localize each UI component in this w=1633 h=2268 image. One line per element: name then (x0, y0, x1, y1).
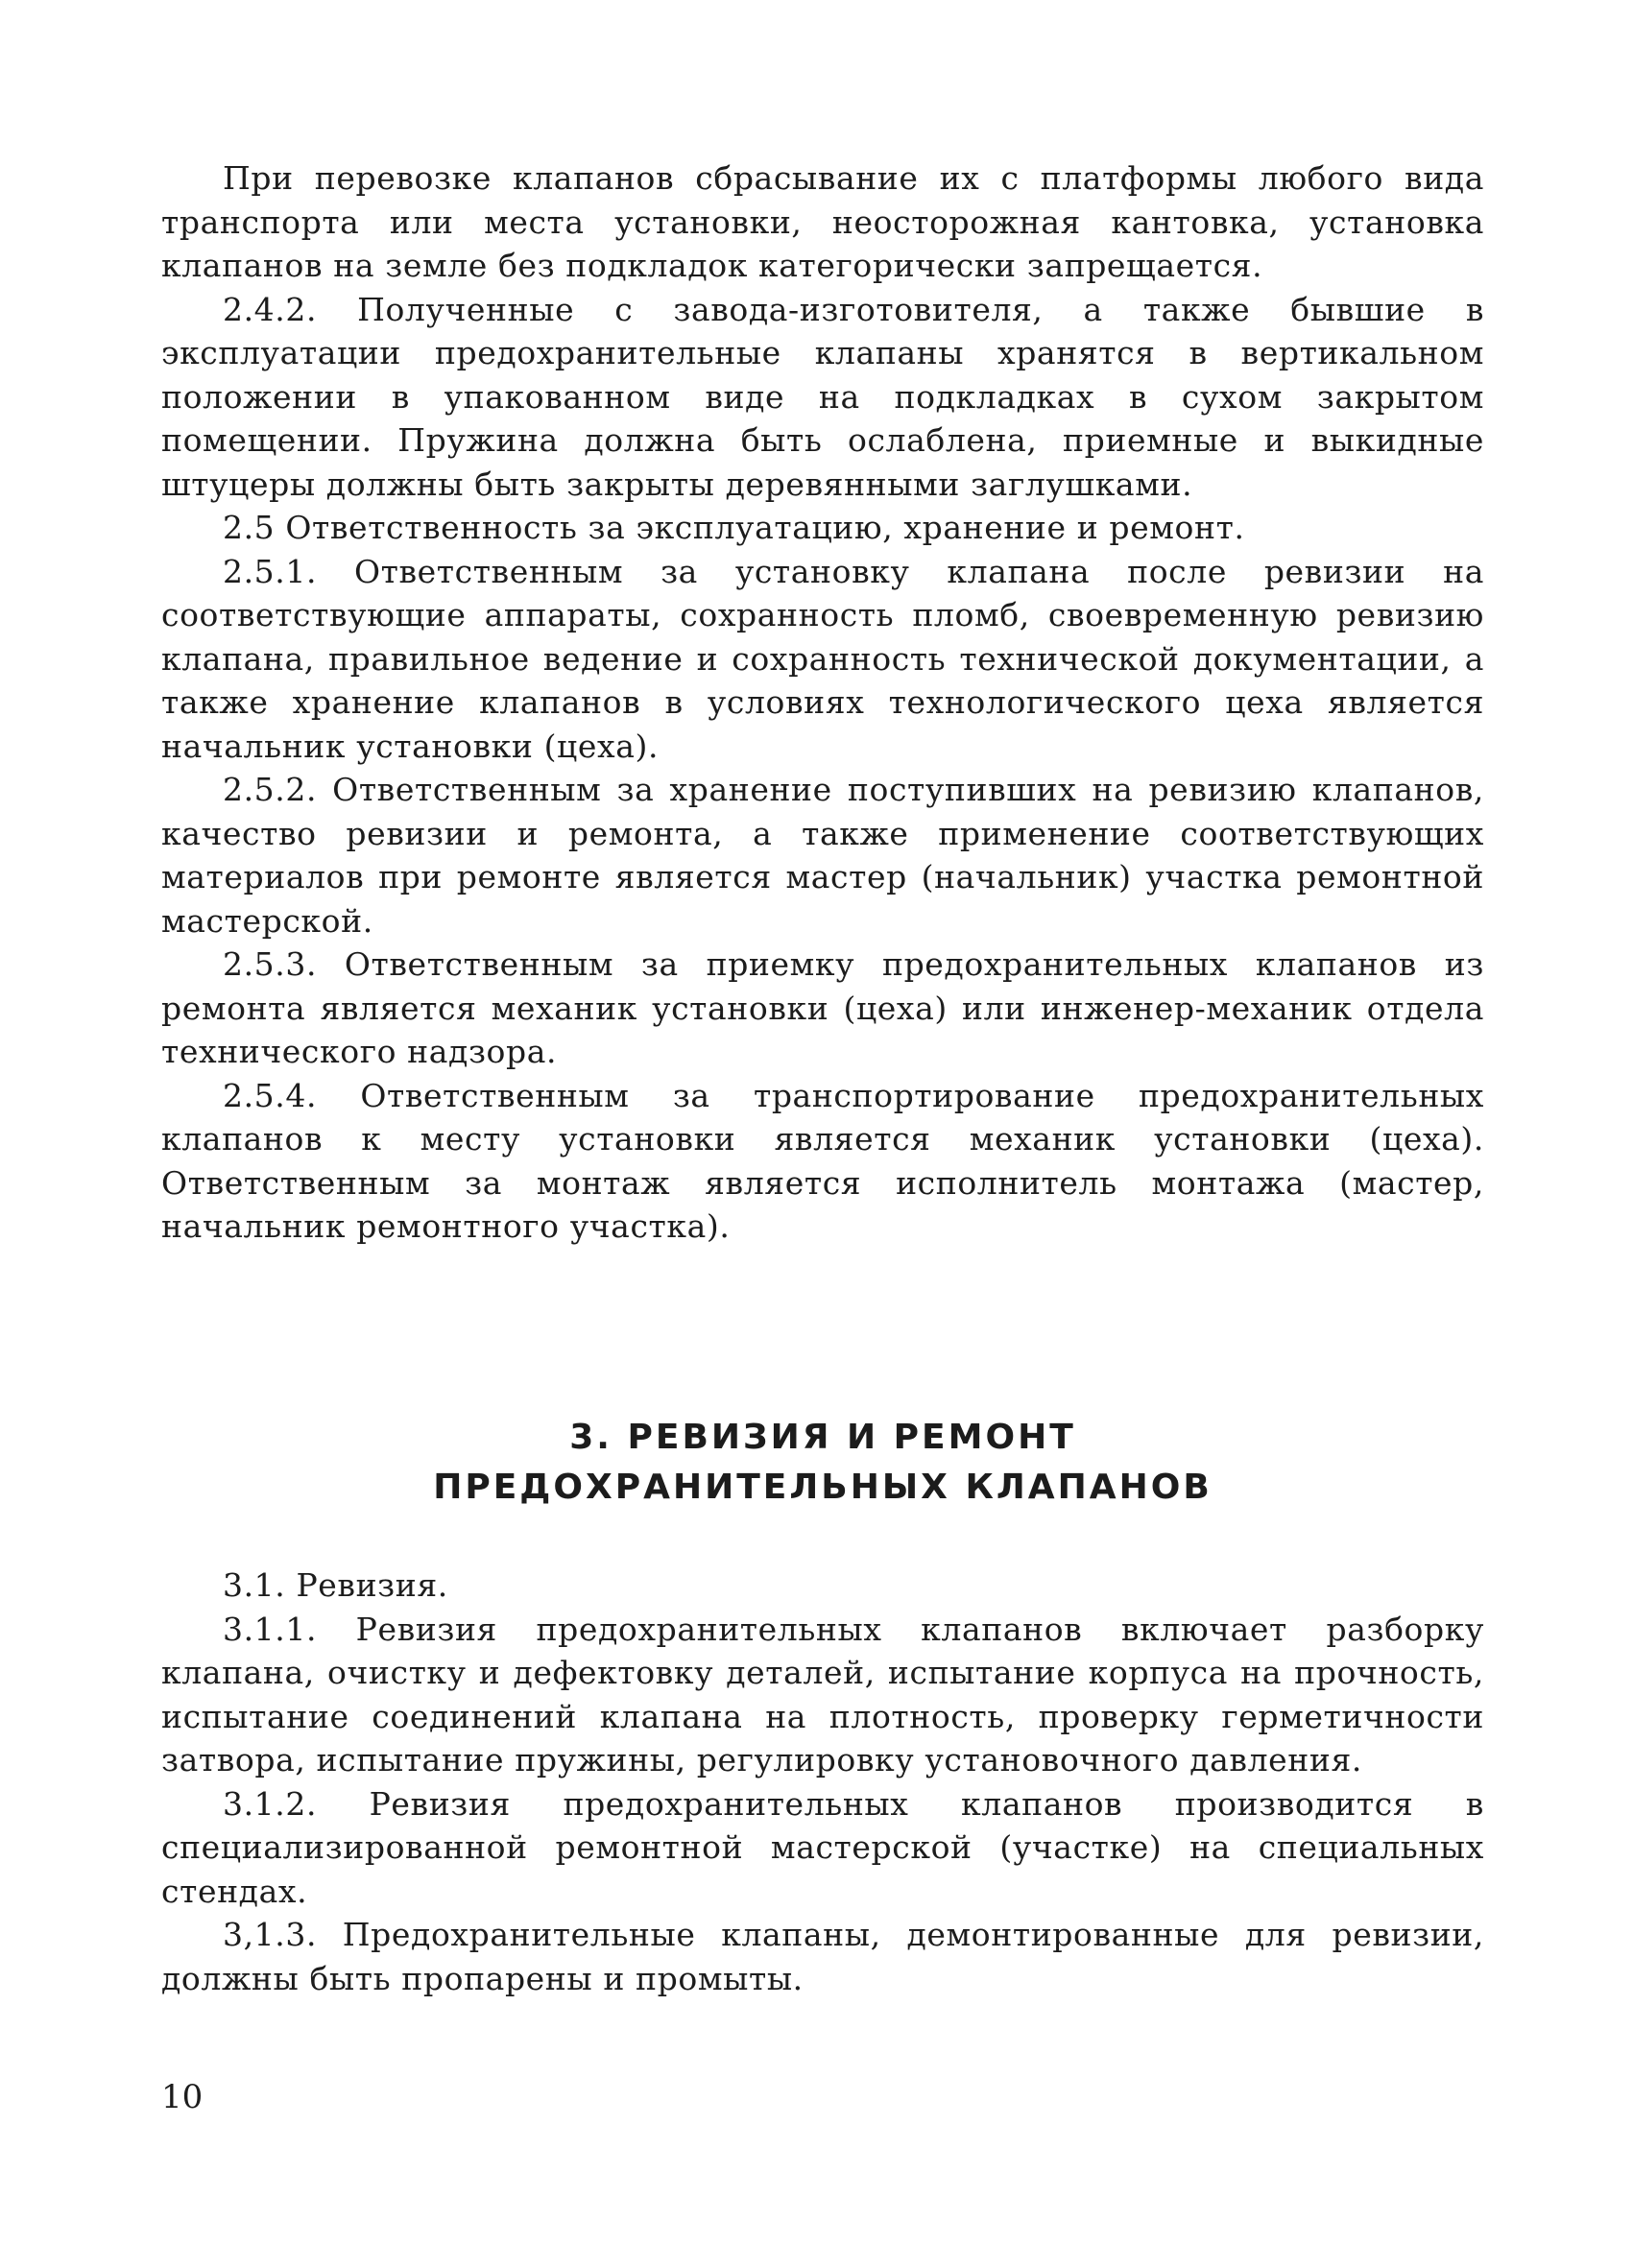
paragraph-transport-rules: При перевозке клапанов сбрасывание их с платформы любого вида транспорта или места установки, неосторожная кантовка, установка клапанов на земле без подкладок категорически запрещается. (161, 159, 1484, 284)
page-number: 10 (161, 2078, 204, 2116)
paragraph-2-5-2: 2.5.2. Ответственным за хранение поступивших на ревизию клапанов, качество ревизии и ремонта, а также применение соответствующих материалов при ремонте является мастер (начальник) участка ремонтной мастерской. (161, 771, 1484, 940)
section-heading (161, 1413, 1484, 1513)
section-heading-line-2: ПРЕДОХРАНИТЕЛЬНЫХ КЛАПАНОВ (433, 1468, 1213, 1507)
paragraph-2-4-2: 2.4.2. Полученные с завода-изготовителя, а также бывшие в эксплуатации предохранительные клапаны хранятся в вертикальном положении в упакованном виде на подкладках в сухом закрытом помещении. Пружина должна быть ослаблена, приемные и выкидные штуцеры должны быть закрыты деревянными заглушками. (161, 290, 1484, 503)
paragraph-2-5-1: 2.5.1. Ответственным за установку клапана после ревизии на соответствующие аппараты, сохранность пломб, своевременную ревизию клапана, правильное ведение и сохранность технической документации, а также хранение клапанов в условиях технологического цеха является начальник установки (цеха). (161, 552, 1484, 765)
paragraph-3-1-1: 3.1.1. Ревизия предохранительных клапанов включает разборку клапана, очистку и дефектовку деталей, испытание корпуса на прочность, испытание соединений клапана на плотность, проверку герметичности затвора, испытание пружины, регулировку установочного давления. (161, 1610, 1484, 1779)
paragraph-2-5-4: 2.5.4. Ответственным за транспортирование предохранительных клапанов к месту установки является механик установки (цеха). Ответственным за монтаж является исполнитель монтажа (мастер, начальник ремонтного участка). (161, 1076, 1484, 1245)
text-block-bottom (161, 1564, 1484, 2000)
section-heading-line-1: 3. РЕВИЗИЯ И РЕМОНТ (569, 1418, 1076, 1457)
paragraph-3-1-3: 3,1.3. Предохранительные клапаны, демонтированные для ревизии, должны быть пропарены и промыты. (161, 1916, 1484, 1997)
paragraph-2-5: 2.5 Ответственность за эксплуатацию, хранение и ремонт. (223, 509, 1245, 546)
paragraph-3-1-2: 3.1.2. Ревизия предохранительных клапанов производится в специализированной ремонтной мастерской (участке) на специальных стендах. (161, 1784, 1484, 1910)
paragraph-2-5-3: 2.5.3. Ответственным за приемку предохранительных клапанов из ремонта является механик установки (цеха) или инженер-механик отдела технического надзора. (161, 945, 1484, 1070)
paragraph-3-1: 3.1. Ревизия. (223, 1566, 448, 1604)
text-block-top (161, 156, 1484, 1249)
